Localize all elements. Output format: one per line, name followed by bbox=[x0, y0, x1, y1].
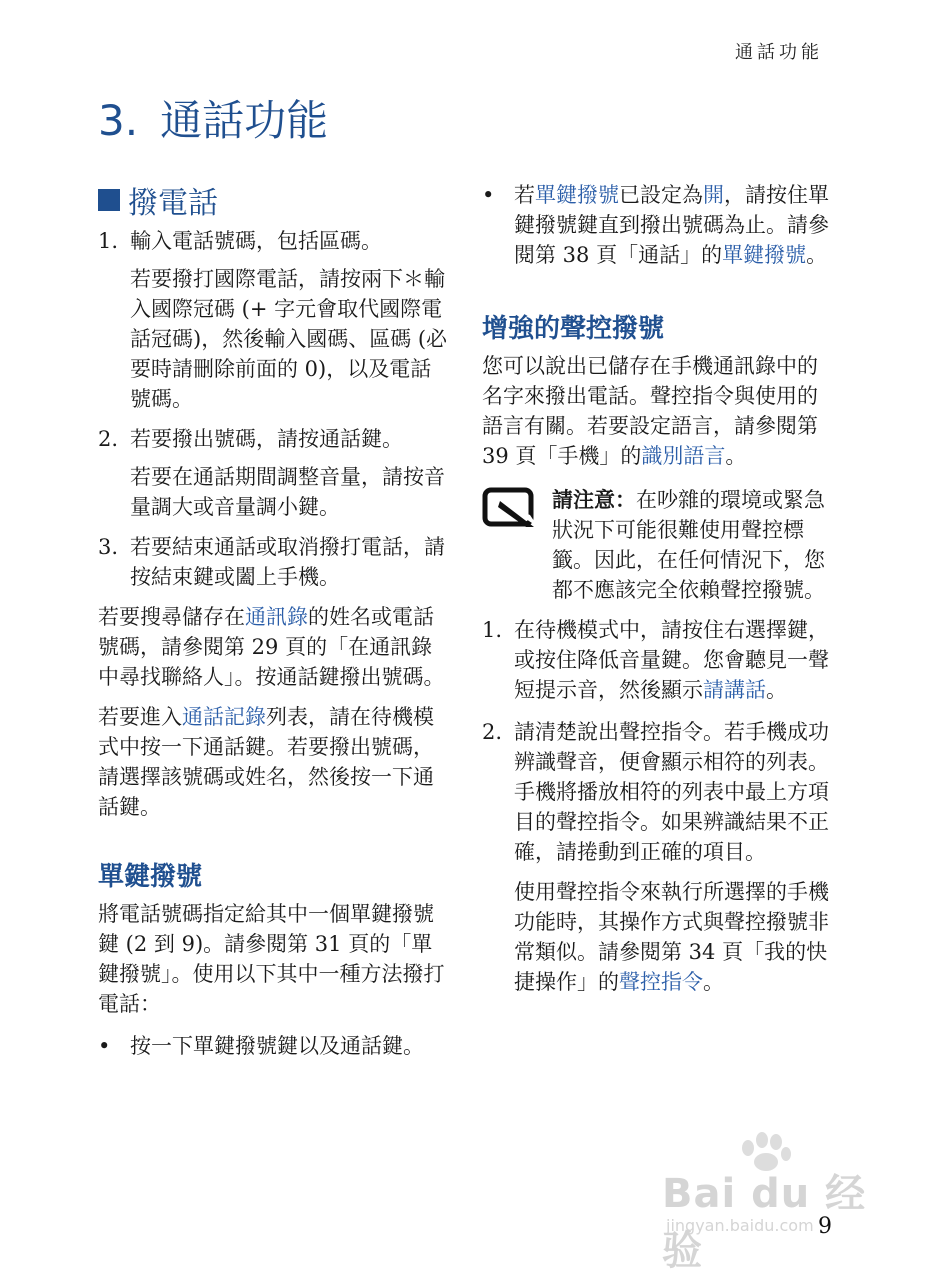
step-text: 若要撥出號碼，請按通話鍵。 bbox=[130, 427, 403, 451]
bullet-mark: • bbox=[98, 1034, 111, 1058]
step-number: 2. bbox=[98, 427, 119, 451]
step-text: 請清楚說出聲控指令。若手機成功辨識聲音，便會顯示相符的列表。手機將播放相符的列表中最上方項目的聲控指令。如果辨識結果不正確，請捲動到正確的項目。 bbox=[514, 720, 829, 864]
voice-step-1 bbox=[482, 615, 832, 705]
watermark-url: jingyan.baidu.com bbox=[666, 1216, 814, 1235]
page-number: 9 bbox=[818, 1214, 832, 1239]
chapter-title bbox=[98, 88, 328, 148]
subsection-title-speed-dial: 單鍵撥號 bbox=[98, 862, 203, 892]
paragraph-speed-dial: 將電話號碼指定給其中一個單鍵撥號鍵 (2 到 9)。請參閱第 31 頁的「單鍵撥號」。使用以下其中一種方法撥打電話： bbox=[98, 902, 445, 1016]
text-run: 。 bbox=[725, 444, 747, 468]
link-speak-now[interactable]: 請講話 bbox=[703, 678, 766, 702]
text-run: 。 bbox=[806, 243, 828, 267]
step-1 bbox=[98, 226, 450, 256]
section-title-dialing bbox=[98, 178, 450, 222]
left-column bbox=[98, 178, 450, 1061]
link-speed-dial[interactable]: 單鍵撥號 bbox=[535, 183, 619, 207]
step-number: 2. bbox=[482, 720, 503, 744]
paragraph-voice-dialing bbox=[482, 351, 832, 471]
paragraph-search-contacts bbox=[98, 602, 450, 692]
section-title-voice-dialing: 增強的聲控撥號 bbox=[482, 314, 665, 344]
step-number: 1. bbox=[482, 618, 503, 642]
watermark-logo: Bai du 经验 bbox=[662, 1171, 867, 1274]
note-icon bbox=[482, 485, 552, 605]
text-run: 。 bbox=[703, 970, 724, 994]
chapter-number: 3. bbox=[98, 96, 139, 145]
bullet-text bbox=[514, 180, 832, 270]
link-recognition-language[interactable]: 識別語言 bbox=[641, 444, 726, 468]
link-contacts[interactable]: 通訊錄 bbox=[245, 605, 308, 629]
step-number: 3. bbox=[98, 535, 119, 559]
running-header: 通話功能 bbox=[735, 42, 823, 63]
bullet-item bbox=[482, 180, 832, 270]
link-voice-commands[interactable]: 聲控指令 bbox=[619, 970, 703, 994]
text-run: ，請按住單鍵撥號鍵直到撥出號碼為止。請參閱第 38 頁「通話」的 bbox=[514, 183, 829, 267]
bullet-text: 按一下單鍵撥號鍵以及通話鍵。 bbox=[130, 1034, 424, 1058]
text-run: 若要搜尋儲存在 bbox=[98, 605, 245, 629]
text-run: 的姓名或電話號碼，請參閱第 29 頁的「在通訊錄中尋找聯絡人」。按通話鍵撥出號碼。 bbox=[98, 605, 445, 689]
voice-step-2-detail bbox=[482, 877, 832, 997]
step-3 bbox=[98, 532, 450, 592]
step-text: 輸入電話號碼，包括區碼。 bbox=[130, 229, 382, 253]
step-text bbox=[514, 615, 832, 705]
text-run: 您可以說出已儲存在手機通訊錄中的名字來撥出電話。聲控指令與使用的語言有關。若要設定語言，請參閱第 39 頁「手機」的 bbox=[482, 354, 818, 468]
step-2-detail: 若要在通話期間調整音量，請按音量調大或音量調小鍵。 bbox=[130, 465, 445, 519]
link-speed-dial-2[interactable]: 單鍵撥號 bbox=[722, 243, 807, 267]
step-text: 若要結束通話或取消撥打電話，請按結束鍵或闔上手機。 bbox=[130, 535, 445, 589]
text-run: 。 bbox=[766, 678, 787, 702]
step-1-detail: 若要撥打國際電話，請按兩下＊輸入國際冠碼 (+ 字元會取代國際電話冠碼)，然後輸入國碼、區碼 (必要時請刪除前面的 0)，以及電話號碼。 bbox=[130, 267, 448, 411]
bullet-mark: • bbox=[482, 183, 495, 207]
section-title-text: 撥電話 bbox=[128, 186, 218, 221]
note-text bbox=[552, 485, 832, 605]
link-call-log[interactable]: 通話記錄 bbox=[182, 705, 266, 729]
text-run: 若要進入 bbox=[98, 705, 182, 729]
bullet-item bbox=[98, 1031, 450, 1061]
paragraph-call-log bbox=[98, 702, 450, 822]
voice-step-2 bbox=[482, 717, 832, 867]
section-square-icon bbox=[98, 189, 120, 211]
note-label: 請注意： bbox=[552, 487, 636, 512]
step-number: 1. bbox=[98, 229, 119, 253]
baidu-watermark bbox=[662, 1132, 872, 1274]
text-run: 在待機模式中，請按住右選擇鍵，或按住降低音量鍵。您會聽見一聲短提示音，然後顯示 bbox=[514, 618, 829, 702]
note-box bbox=[482, 485, 832, 605]
text-run: 列表，請在待機模式中按一下通話鍵。若要撥出號碼，請選擇該號碼或姓名，然後按一下通話鍵。 bbox=[98, 705, 434, 819]
text-run: 若 bbox=[514, 183, 535, 207]
right-column bbox=[482, 180, 832, 997]
chapter-title-text: 通話功能 bbox=[160, 96, 329, 145]
link-on[interactable]: 開 bbox=[703, 183, 724, 207]
step-2 bbox=[98, 424, 450, 454]
text-run: 已設定為 bbox=[619, 183, 703, 207]
note-body: 在吵雜的環境或緊急狀況下可能很難使用聲控標籤。因此，在任何情況下，您都不應該完全依賴聲控撥號。 bbox=[552, 488, 825, 602]
text-run: 使用聲控指令來執行所選擇的手機功能時，其操作方式與聲控撥號非常類似。請參閱第 34 頁「我的快捷操作」的 bbox=[514, 880, 829, 994]
